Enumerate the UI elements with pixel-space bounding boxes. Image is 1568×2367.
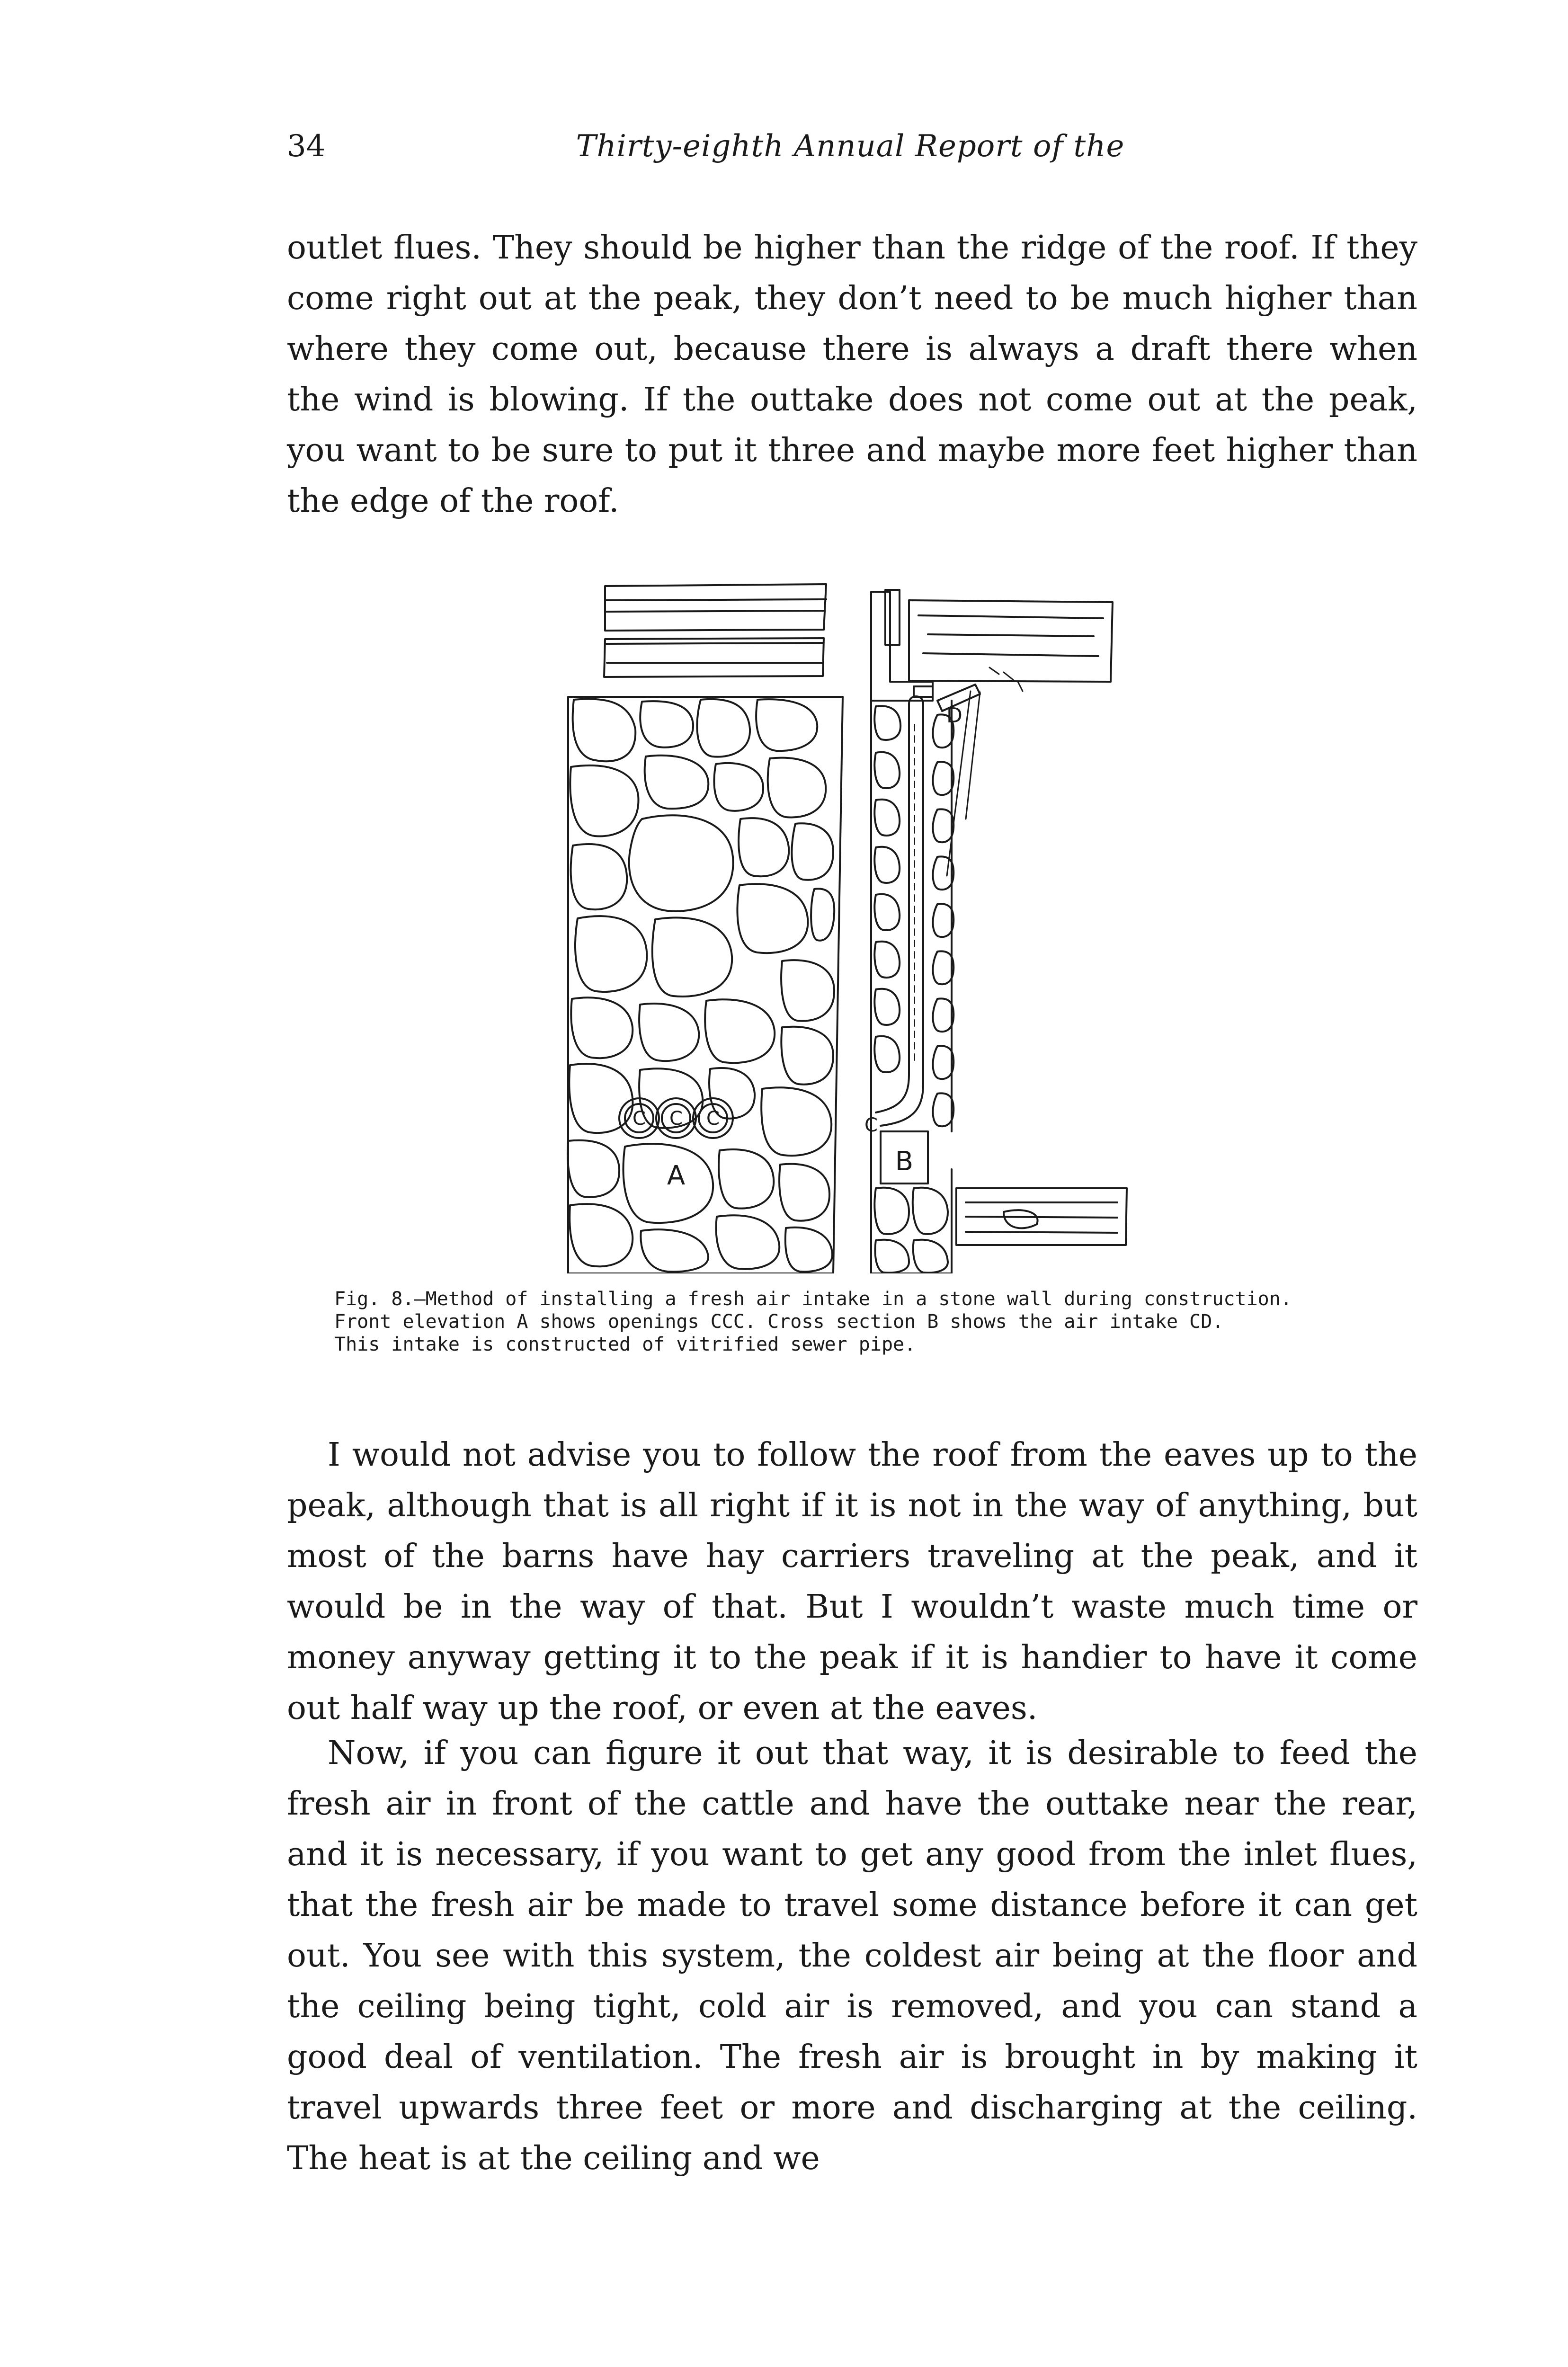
caption-line: This intake is constructed of vitrified sewer pipe.: [334, 1334, 916, 1355]
figure-caption: [334, 1288, 1418, 1356]
figure-label-c-section: C: [864, 1114, 878, 1136]
figure-label-b: B: [895, 1146, 914, 1177]
figure-label-c-3: C: [706, 1108, 720, 1130]
figure-label-a: A: [667, 1160, 686, 1191]
paragraph-outlet-flues: outlet flues. They should be higher than the ridge of the roof. If they come right out at the peak, they don’t need to be much higher than where they come out, because there is always a draft there when the wind is blowing. If the outtake does not come out at the peak, you want to be sure to put it three and maybe more feet higher than the edge of the roof.: [287, 229, 1417, 520]
figure-air-intake-diagram: [549, 573, 1131, 1273]
figure-label-d: D: [946, 703, 962, 728]
front-elevation-a: [568, 584, 843, 1273]
caption-line: Fig. 8.—Method of installing a fresh air intake in a stone wall during construction.: [334, 1288, 1292, 1310]
paragraph-fresh-air-placement: Now, if you can figure it out that way, it is desirable to feed the fresh air in front of the cattle and have the outtake near the rear, and it is necessary, if you want to get any good from the inlet flues, that the fresh air be made to travel some distance before it can get out. You see with this system, the coldest air being at the floor and the ceiling being tight, cold air is removed, and you can stand a good deal of ventilation. The fresh air is brought in by making it travel upwards three feet or more and discharging at the ceiling. The heat is at the ceiling and we: [287, 1735, 1417, 2177]
figure-label-c-2: C: [669, 1108, 683, 1130]
caption-line: Front elevation A shows openings CCC. Cross section B shows the air intake CD.: [334, 1311, 1224, 1333]
page-number: 34: [287, 129, 326, 164]
paragraph-roof-route: I would not advise you to follow the roof from the eaves up to the peak, although that is all right if it is not in the way of anything, but most of the barns have hay carriers traveling at the peak, and it would be in the way of that. But I wouldn’t waste much time or money anyway getting it to the peak if it is handier to have it come out half way up the roof, or even at the eaves.: [287, 1436, 1417, 1727]
page-header: [287, 129, 1414, 186]
air-intake-illustration: [549, 573, 1131, 1273]
running-title: Thirty-eighth Annual Report of the: [576, 129, 1125, 164]
figure-label-c-1: C: [633, 1108, 646, 1130]
